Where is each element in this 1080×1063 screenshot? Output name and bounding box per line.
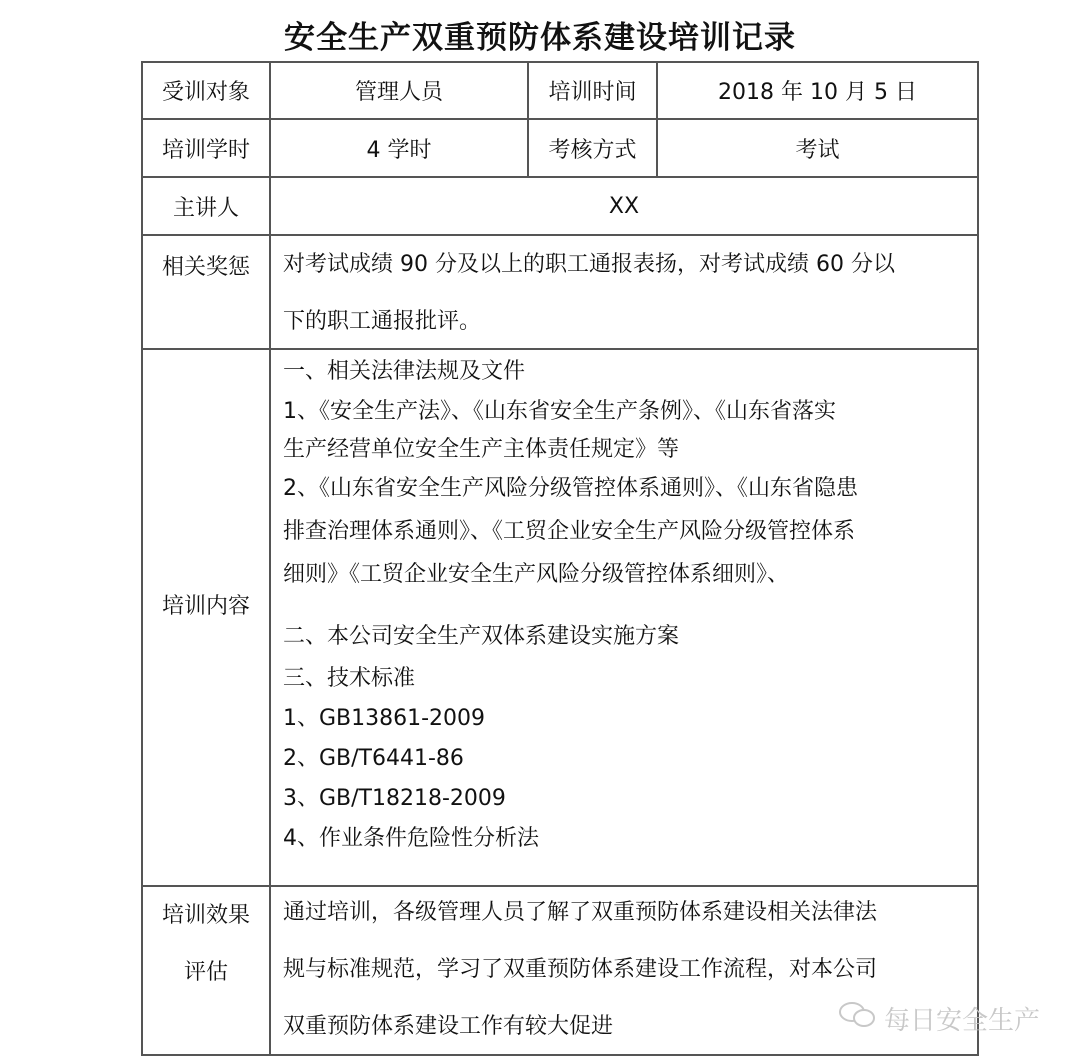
watermark-text: 每日安全生产 [884,1006,1041,1036]
content-line: 4、作业条件危险性分析法 [283,826,539,851]
target-label: 受训对象 [161,80,250,105]
time-value: 2018 年 10 月 5 日 [718,80,917,105]
content-line: 2、GB/T6441-86 [283,746,464,771]
speaker-value: XX [608,193,640,219]
method-label: 考核方式 [548,137,637,163]
wechat-icon [838,1000,878,1037]
effect-label: 评估 [183,959,228,985]
effect-label: 培训效果 [161,902,250,928]
target-value: 管理人员 [354,80,443,105]
content-line: 1、GB13861-2009 [283,706,486,731]
reward-line: 下的职工通报批评。 [283,309,482,334]
effect-line: 通过培训，各级管理人员了解了双重预防体系建设相关法律法 [283,900,878,925]
document-title: 安全生产双重预防体系建设培训记录 [284,20,796,56]
content-line: 1、《安全生产法》、《山东省安全生产条例》、《山东省落实 [283,399,836,424]
content-line: 排查治理体系通则》、《工贸企业安全生产风险分级管控体系 [283,519,856,544]
content-line: 二、本公司安全生产双体系建设实施方案 [283,624,680,649]
content-line: 一、相关法律法规及文件 [283,359,526,384]
watermark [838,1000,1040,1037]
hours-label: 培训学时 [161,137,250,163]
time-label: 培训时间 [548,80,637,105]
content-line: 细则》《工贸企业安全生产风险分级管控体系细则》、 [283,562,790,587]
method-value: 考试 [795,137,840,163]
hours-value: 4 学时 [366,137,432,163]
content-line: 3、GB/T18218-2009 [283,786,506,811]
content-line: 生产经营单位安全生产主体责任规定》等 [283,437,680,462]
effect-line: 规与标准规范，学习了双重预防体系建设工作流程，对本公司 [283,957,878,982]
reward-label: 相关奖惩 [161,254,250,280]
reward-line: 对考试成绩 90 分及以上的职工通报表扬，对考试成绩 60 分以 [283,252,895,277]
effect-line: 双重预防体系建设工作有较大促进 [283,1014,614,1039]
content-line: 2、《山东省安全生产风险分级管控体系通则》、《山东省隐患 [283,476,858,501]
content-line: 三、技术标准 [283,666,416,691]
speaker-label: 主讲人 [172,195,239,221]
content-label: 培训内容 [161,593,250,619]
